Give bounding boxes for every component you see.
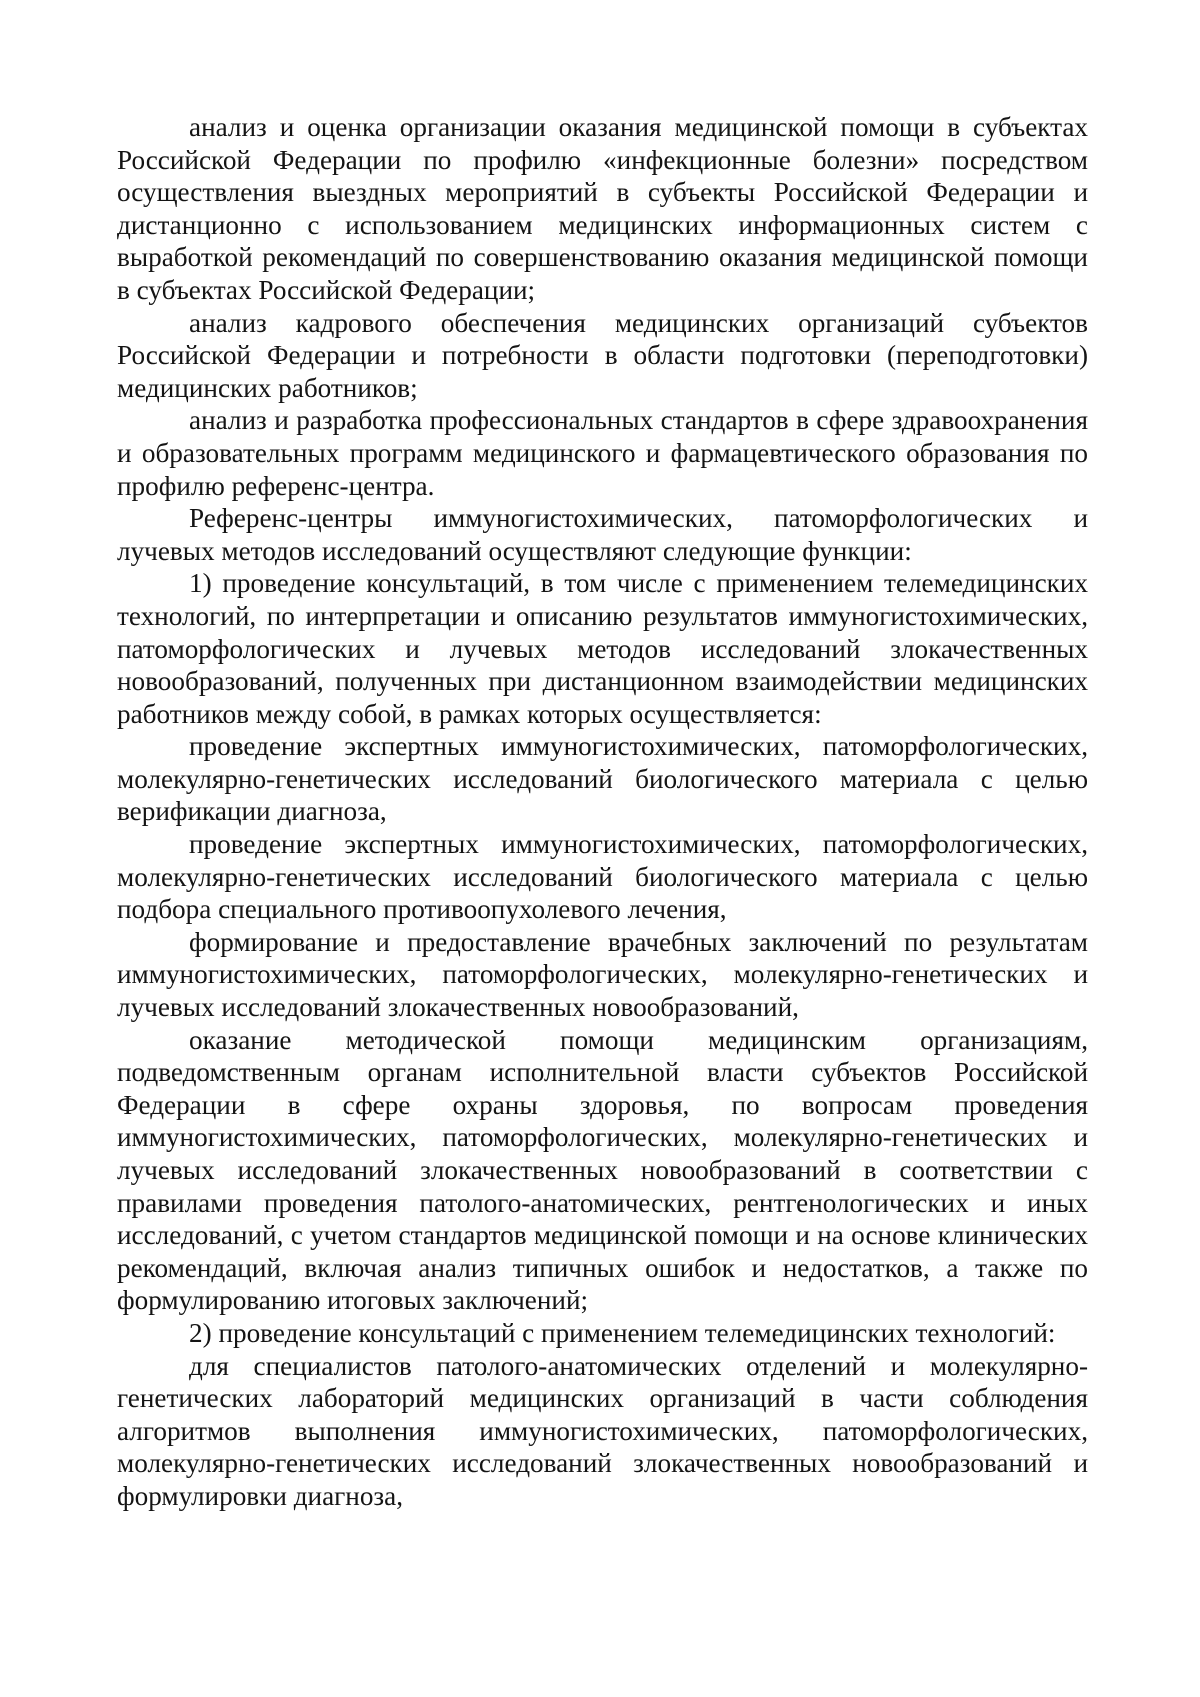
paragraph-reference-centers-intro: Референс-центры иммуногистохимических, патоморфологических и лучевых методов исследований осуществляют следующие функции: bbox=[117, 503, 1088, 566]
paragraph-conclusions: формирование и предоставление врачебных заключений по результатам иммуногистохимических, патоморфологических, молекулярно-генетических и лучевых исследований злокачественных новообразований, bbox=[117, 926, 1088, 1023]
paragraph-function-1: 1) проведение консультаций, в том числе с применением телемедицинских технологий, по интерпретации и описанию результатов иммуногистохимических, патоморфологических и лучевых методов исследований злокачественных новообразований, полученных при дистанционном взаимодействии медицинских работников между собой, в рамках которых осуществляется: bbox=[117, 568, 1088, 729]
paragraph-analysis-organization: анализ и оценка организации оказания медицинской помощи в субъектах Российской Федерации по профилю «инфекционные болезни» посредством осуществления выездных мероприятий в субъекты Российской Федерации и дистанционно с использованием медицинских информационных систем с выработкой рекомендаций по совершенствованию оказания медицинской помощи в субъектах Российской Федерации; bbox=[117, 112, 1088, 305]
paragraph-analysis-staffing: анализ кадрового обеспечения медицинских организаций субъектов Российской Федерации и потребности в области подготовки (переподготовки) медицинских работников; bbox=[117, 307, 1088, 403]
paragraph-function-2: 2) проведение консультаций с применением телемедицинских технологий: bbox=[189, 1317, 1056, 1348]
paragraph-analysis-standards: анализ и разработка профессиональных стандартов в сфере здравоохранения и образовательных программ медицинского и фармацевтического образования по профилю референс-центра. bbox=[117, 405, 1088, 501]
document-page bbox=[117, 111, 1088, 1513]
paragraph-specialists-consultation: для специалистов патолого-анатомических отделений и молекулярно-генетических лабораторий медицинских организаций в части соблюдения алгоритмов выполнения иммуногистохимических, патоморфологических, молекулярно-генетических исследований злокачественных новообразований и формулировки диагноза, bbox=[117, 1350, 1088, 1511]
paragraph-expert-research-verification: проведение экспертных иммуногистохимических, патоморфологических, молекулярно-генетических исследований биологического материала с целью верификации диагноза, bbox=[117, 731, 1088, 827]
paragraph-expert-research-treatment: проведение экспертных иммуногистохимических, патоморфологических, молекулярно-генетических исследований биологического материала с целью подбора специального противоопухолевого лечения, bbox=[117, 829, 1088, 925]
paragraph-methodical-help: оказание методической помощи медицинским организациям, подведомственным органам исполнительной власти субъектов Российской Федерации в сфере охраны здоровья, по вопросам проведения иммуногистохимических, патоморфологических, молекулярно-генетических и лучевых исследований злокачественных новообразований в соответствии с правилами проведения патолого-анатомических, рентгенологических и иных исследований, с учетом стандартов медицинской помощи и на основе клинических рекомендаций, включая анализ типичных ошибок и недостатков, а также по формулированию итоговых заключений; bbox=[117, 1024, 1088, 1316]
